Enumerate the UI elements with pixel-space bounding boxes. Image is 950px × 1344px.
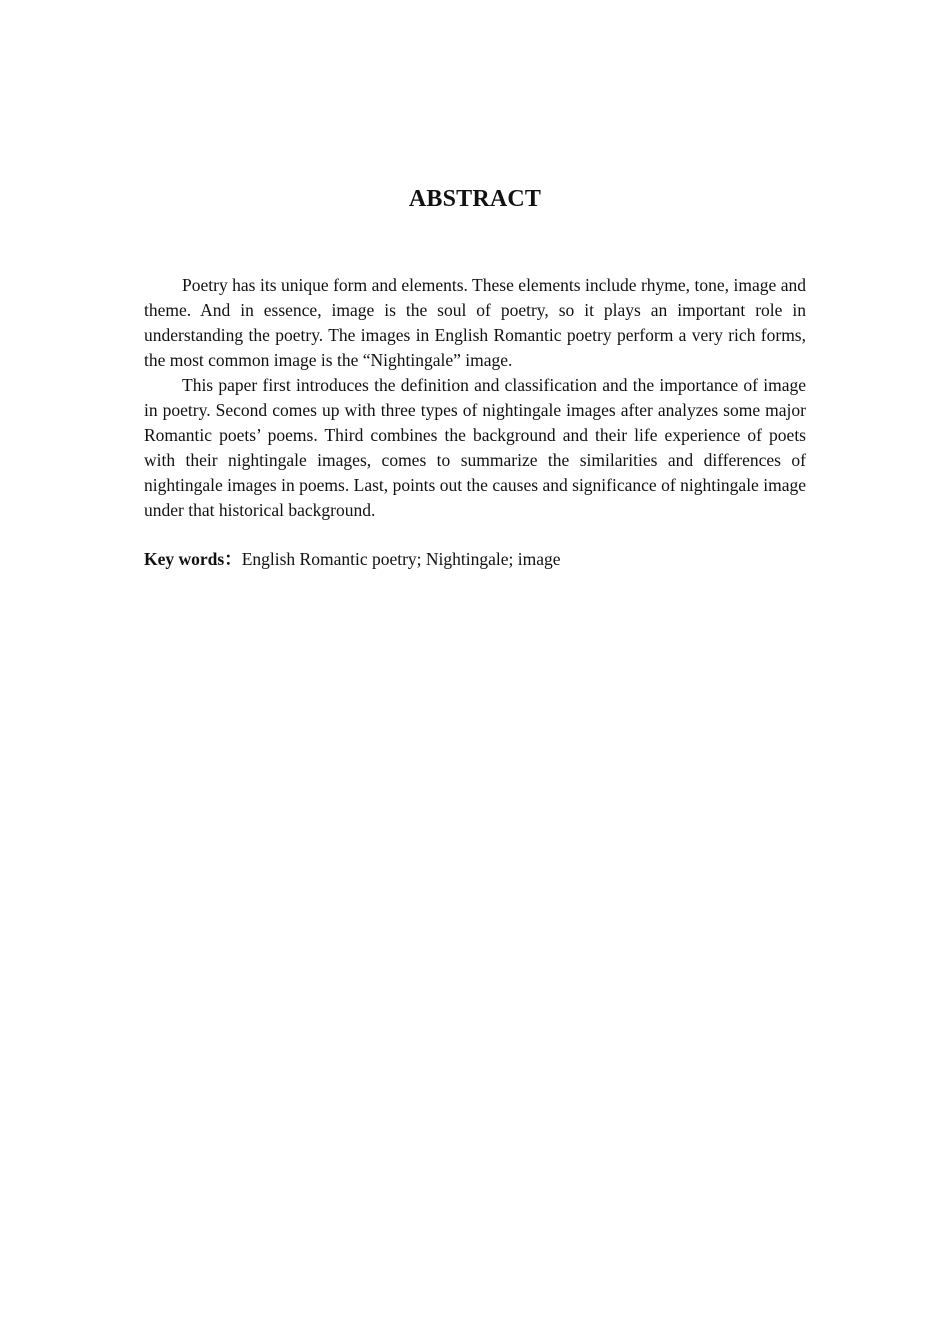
keywords-label: Key words： (144, 549, 242, 569)
keywords-value: English Romantic poetry; Nightingale; image (241, 549, 561, 569)
abstract-paragraph-1: Poetry has its unique form and elements. These elements include rhyme, tone, image and theme. And in essence, image is the soul of poetry, so it plays an important role in understanding the poetry. The images in English Romantic poetry perform a very rich forms, the most common image is the “Nightingale” image. (144, 275, 806, 370)
abstract-paragraph-2: This paper first introduces the definition and classification and the importance of image in poetry. Second comes up with three types of nightingale images after analyzes some major Romantic poets’ poems. Third combines the background and their life experience of poets with their nightingale images, comes to summarize the similarities and differences of nightingale images in poems. Last, points out the causes and significance of nightingale image under that historical background. (144, 375, 806, 520)
page-title: ABSTRACT (408, 186, 542, 212)
abstract-body (144, 273, 806, 523)
keywords-line (144, 547, 806, 572)
